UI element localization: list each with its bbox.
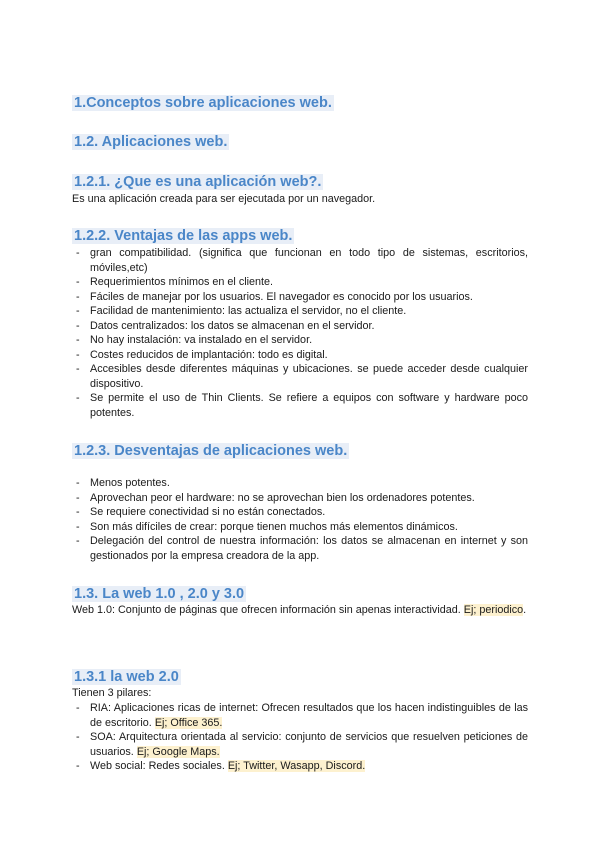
dash-bullet: - — [76, 363, 80, 375]
example-highlight: Ej; Twitter, Wasapp, Discord. — [227, 760, 366, 772]
example-highlight: Ej; Google Maps. — [136, 745, 220, 758]
dash-bullet: - — [76, 334, 80, 346]
dash-bullet: - — [76, 731, 80, 743]
dash-bullet: - — [76, 319, 80, 332]
heading-1-2-1-text: 1.2.1. ¿Que es una aplicación web?. — [74, 174, 322, 190]
list-item: - Delegación del control de nuestra información: los datos se almacenan en internet y son gestionados por la empresa creadora de la app. — [76, 535, 528, 562]
ventajas-list — [76, 246, 528, 420]
heading-1-3-text: 1.3. La web 1.0 , 2.0 y 3.0 — [74, 586, 245, 602]
dash-bullet: - — [76, 702, 80, 714]
list-item: - Requerimientos mínimos en el cliente. — [76, 276, 274, 288]
dash-bullet: - — [76, 491, 80, 504]
heading-1-2-2 — [72, 227, 294, 245]
example-highlight: Ej; Office 365. — [154, 716, 223, 729]
list-item: - Se permite el uso de Thin Clients. Se refiere a equipos con software y hardware poco potentes. — [76, 392, 528, 419]
list-item: - RIA: Aplicaciones ricas de internet: Ofrecen resultados que los hacen indistinguibles de las de escritorio. Ej; Office 365. — [76, 702, 528, 729]
dash-bullet: - — [76, 477, 80, 489]
dash-bullet: - — [76, 305, 80, 317]
list-item: - Se requiere conectividad si no están conectados. — [76, 506, 326, 518]
list-item: - SOA: Arquitectura orientada al servicio: conjunto de servicios que resuelven peticiones de usuarios. Ej; Google Maps. — [76, 731, 528, 758]
paragraph-1-3: Web 1.0: Conjunto de páginas que ofrecen información sin apenas interactividad. Ej; periodico. — [72, 604, 527, 616]
list-item: - No hay instalación: va instalado en el servidor. — [76, 334, 313, 346]
list-item: - Fáciles de manejar por los usuarios. El navegador es conocido por los usuarios. — [76, 290, 473, 303]
list-item: - Menos potentes. — [76, 477, 170, 489]
heading-1-2-1 — [72, 173, 323, 191]
dash-bullet: - — [76, 348, 80, 361]
dash-bullet: - — [76, 760, 80, 772]
list-item: - Web social: Redes sociales. Ej; Twitter, Wasapp, Discord. — [76, 760, 366, 772]
pilares-list — [76, 701, 528, 774]
dash-bullet: - — [76, 535, 80, 547]
dash-bullet: - — [76, 520, 80, 533]
paragraph-1-3-1: Tienen 3 pilares: — [72, 687, 152, 699]
list-item: - Accesibles desde diferentes máquinas y ubicaciones. se puede acceder desde cualquier dispositivo. — [76, 363, 528, 390]
heading-1-3 — [72, 585, 246, 603]
heading-1-2-2-text: 1.2.2. Ventajas de las apps web. — [74, 228, 293, 244]
dash-bullet: - — [76, 247, 80, 259]
dash-bullet: - — [76, 392, 80, 404]
list-item: - Facilidad de mantenimiento: las actualiza el servidor, no el cliente. — [76, 305, 407, 317]
dash-bullet: - — [76, 290, 80, 303]
heading-1-text: 1.Conceptos sobre aplicaciones web. — [74, 95, 332, 111]
heading-1-2-3-text: 1.2.3. Desventajas de aplicaciones web. — [74, 443, 348, 459]
list-item: - Costes reducidos de implantación: todo es digital. — [76, 348, 328, 361]
heading-1 — [72, 94, 334, 112]
heading-1-3-1-text: 1.3.1 la web 2.0 — [74, 669, 179, 685]
heading-1-2-text: 1.2. Aplicaciones web. — [74, 134, 228, 150]
desventajas-list — [76, 476, 528, 563]
dash-bullet: - — [76, 276, 80, 288]
list-item: - Son más difíciles de crear: porque tienen muchos más elementos dinámicos. — [76, 520, 458, 533]
dash-bullet: - — [76, 506, 80, 518]
heading-1-3-1 — [72, 668, 181, 686]
list-item: - Aprovechan peor el hardware: no se aprovechan bien los ordenadores potentes. — [76, 491, 475, 504]
heading-1-2-3 — [72, 442, 349, 460]
list-item: - Datos centralizados: los datos se almacenan en el servidor. — [76, 319, 375, 332]
heading-1-2 — [72, 133, 229, 151]
paragraph-1-2-1: Es una aplicación creada para ser ejecutada por un navegador. — [72, 193, 376, 205]
list-item: - gran compatibilidad. (significa que funcionan en todo tipo de sistemas, escritorios, móviles,etc) — [76, 247, 528, 274]
example-highlight: Ej; periodico — [463, 604, 524, 616]
